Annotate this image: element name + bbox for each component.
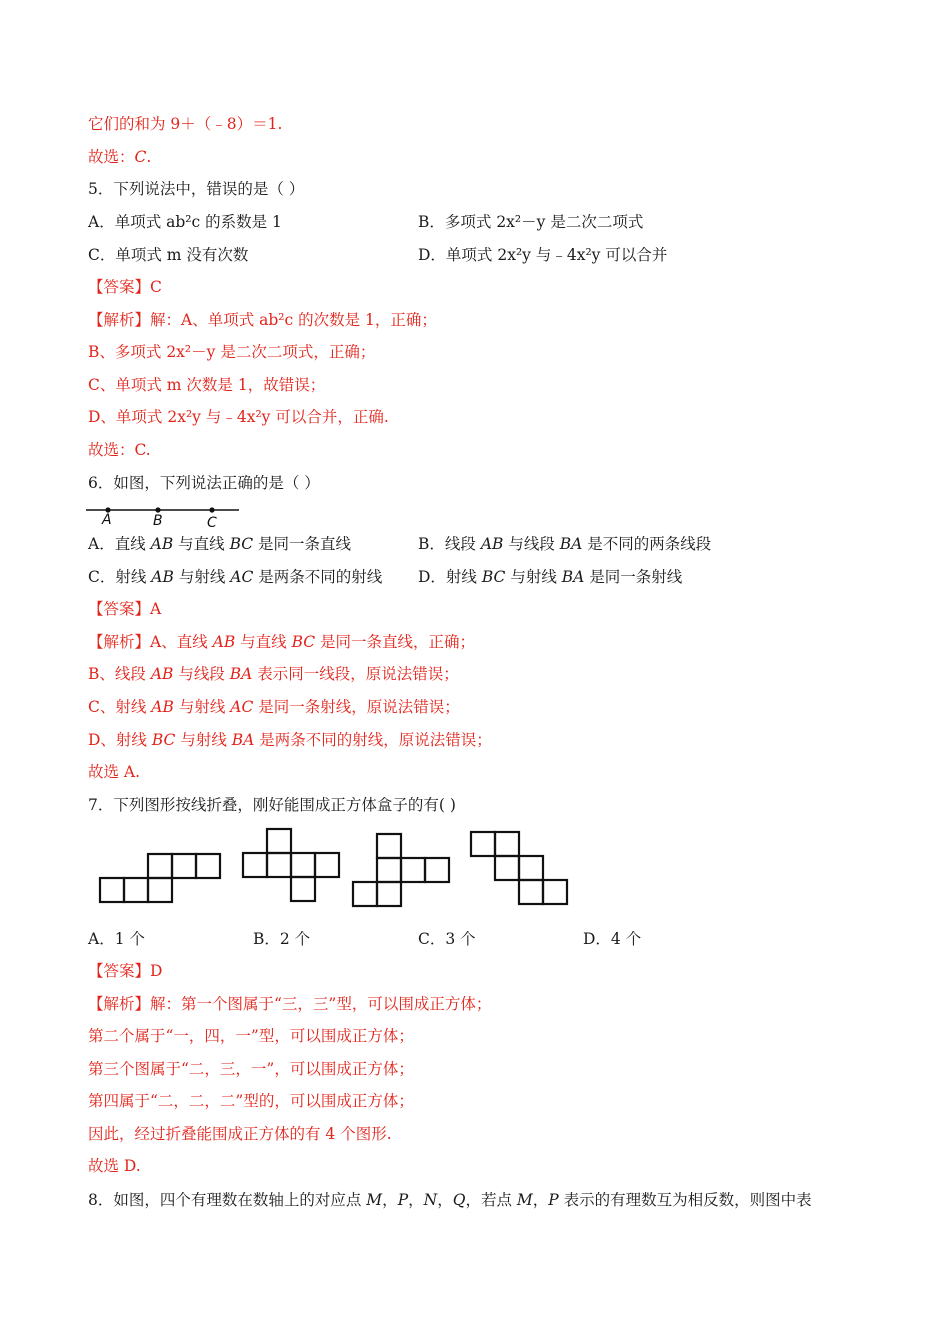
- q5-explain-4: D、单项式 2x²y 与﹣4x²y 可以合并，正确.: [88, 408, 389, 426]
- q6-d-v1: BC: [481, 568, 506, 586]
- q6-e1-v1: AB: [212, 633, 236, 651]
- q8-t2: ，若点: [465, 1191, 517, 1209]
- q6-c-v1: AB: [151, 568, 174, 586]
- prev-choice-prefix: 故选：: [88, 148, 135, 166]
- q7-explain-4: 第四属于“二，二，二”型的，可以围成正方体；: [88, 1092, 414, 1110]
- q6-d-t1: D．射线: [418, 568, 482, 586]
- q8-t1: 8．如图，四个有理数在数轴上的对应点: [88, 1191, 367, 1209]
- q6-e3-v1: AB: [151, 698, 174, 716]
- q6-e2-t2: 与线段: [173, 665, 230, 683]
- q7-option-a: A．1 个: [88, 930, 145, 948]
- q5-option-c: C．单项式 m 没有次数: [88, 246, 249, 264]
- q6-explain-1: [88, 632, 475, 652]
- q6-a-t2: 与直线: [173, 535, 230, 553]
- q5-option-a: A．单项式 ab²c 的系数是 1: [88, 213, 282, 231]
- q8-point-m2: M: [516, 1191, 533, 1209]
- q5-stem: 5．下列说法中，错误的是（ ）: [88, 180, 305, 198]
- q7-option-b: B．2 个: [253, 930, 311, 948]
- q6-e3-t1: C、射线: [88, 698, 152, 716]
- prev-sum-line: 它们的和为 9＋（﹣8）＝1.: [88, 115, 283, 133]
- q6-d-t3: 是同一条射线: [584, 568, 683, 586]
- q6-b-t2: 与线段: [503, 535, 560, 553]
- q8-point-p2: P: [548, 1191, 559, 1209]
- q7-explain-3: 第三个图属于“二，三，一”，可以围成正方体；: [88, 1060, 414, 1078]
- q6-explain-4: [88, 730, 492, 750]
- q8-sep-4: ，: [532, 1191, 549, 1209]
- q6-e1-t3: 是同一条直线，正确；: [315, 633, 476, 651]
- q6-e3-t2: 与射线: [173, 698, 231, 716]
- q7-explain-1: 【解析】解：第一个图属于“三，三”型，可以围成正方体；: [88, 995, 492, 1013]
- q6-explain-3: [88, 697, 460, 717]
- q6-stem: 6．如图，下列说法正确的是（ ）: [88, 474, 320, 492]
- q5-explain-5: 故选：C.: [88, 441, 151, 459]
- q6-c-t2: 与射线: [173, 568, 231, 586]
- q6-e2-t3: 表示同一线段，原说法错误；: [252, 665, 459, 683]
- q6-point-b-label: B: [153, 513, 163, 529]
- q5-explain-3: C、单项式 m 次数是 1，故错误；: [88, 376, 326, 394]
- q8-point-q: Q: [452, 1191, 466, 1209]
- q6-d-t2: 与射线: [505, 568, 562, 586]
- q6-e4-v1: BC: [151, 731, 176, 749]
- q6-c-t1: C．射线: [88, 568, 152, 586]
- q7-net-figures: [94, 824, 584, 908]
- q6-answer: 【答案】A: [88, 600, 162, 618]
- q6-line-figure: [86, 503, 246, 529]
- q6-a-v2: BC: [229, 535, 254, 553]
- q6-e2-v2: BA: [229, 665, 253, 683]
- q6-b-t1: B．线段: [418, 535, 481, 553]
- q6-a-t3: 是同一条直线: [253, 535, 352, 553]
- q6-e4-t2: 与射线: [175, 731, 232, 749]
- q6-e3-v2: AC: [230, 698, 254, 716]
- q8-sep-3: ，: [437, 1191, 453, 1209]
- q6-option-c: [88, 567, 382, 587]
- q6-c-v2: AC: [230, 568, 254, 586]
- q6-option-a: [88, 534, 351, 554]
- q6-a-v1: AB: [150, 535, 174, 553]
- q6-b-v1: AB: [480, 535, 504, 553]
- q5-explain-1: 【解析】解：A、单项式 ab²c 的次数是 1，正确；: [88, 311, 437, 329]
- q8-stem: [88, 1190, 812, 1210]
- q7-option-d: D．4 个: [583, 930, 642, 948]
- q6-e2-v1: AB: [150, 665, 174, 683]
- q8-t3: 表示的有理数互为相反数，则图中表: [558, 1191, 812, 1209]
- q6-e1-t2: 与直线: [235, 633, 292, 651]
- q6-explain-2: [88, 664, 459, 684]
- q6-e4-t1: D、射线: [88, 731, 152, 749]
- q7-answer: 【答案】D: [88, 962, 163, 980]
- q7-net-4: [471, 832, 567, 904]
- prev-choice-dot: .: [146, 148, 152, 166]
- q7-stem: 7．下列图形按线折叠，刚好能围成正方体盒子的有( ): [88, 796, 456, 814]
- q8-point-n: N: [423, 1191, 438, 1209]
- q8-point-p: P: [397, 1191, 409, 1209]
- q6-e3-t3: 是同一条射线，原说法错误；: [253, 698, 460, 716]
- q5-option-d: D．单项式 2x²y 与﹣4x²y 可以合并: [418, 246, 668, 264]
- q6-point-c-dot: [209, 507, 214, 512]
- q7-net-1: [100, 854, 220, 902]
- q6-e1-v2: BC: [291, 633, 316, 651]
- q6-point-b-dot: [155, 507, 160, 512]
- q6-d-v2: BA: [561, 568, 585, 586]
- q6-explain-5: 故选 A.: [88, 763, 141, 781]
- q6-b-v2: BA: [559, 535, 583, 553]
- q5-option-b: B．多项式 2x²－y 是二次二项式: [418, 213, 644, 231]
- q8-point-m: M: [366, 1191, 383, 1209]
- q7-net-2: [243, 829, 339, 901]
- q6-option-d: [418, 567, 682, 587]
- q6-e4-v2: BA: [231, 731, 255, 749]
- q7-option-c: C．3 个: [418, 930, 476, 948]
- q7-net-3: [353, 834, 449, 906]
- q6-option-b: [418, 534, 711, 554]
- q6-e1-t1: 【解析】A、直线: [88, 633, 213, 651]
- q6-point-a-label: A: [102, 512, 112, 528]
- q8-sep-1: ，: [382, 1191, 398, 1209]
- q7-explain-5: 因此，经过折叠能围成正方体的有 4 个图形.: [88, 1125, 392, 1143]
- q5-explain-2: B、多项式 2x²－y 是二次二项式，正确；: [88, 343, 376, 361]
- q8-sep-2: ，: [408, 1191, 424, 1209]
- q6-c-t3: 是两条不同的射线: [253, 568, 383, 586]
- q5-answer: 【答案】C: [88, 278, 162, 296]
- prev-choice-line: [88, 147, 151, 167]
- q7-explain-2: 第二个属于“一，四，一”型，可以围成正方体；: [88, 1027, 414, 1045]
- q6-e4-t3: 是两条不同的射线，原说法错误；: [254, 731, 492, 749]
- q6-a-t1: A．直线: [88, 535, 151, 553]
- q6-b-t3: 是不同的两条线段: [582, 535, 712, 553]
- prev-choice-letter: C: [134, 148, 147, 166]
- q7-explain-6: 故选 D.: [88, 1157, 141, 1175]
- q6-e2-t1: B、线段: [88, 665, 151, 683]
- q6-point-c-label: C: [207, 515, 217, 531]
